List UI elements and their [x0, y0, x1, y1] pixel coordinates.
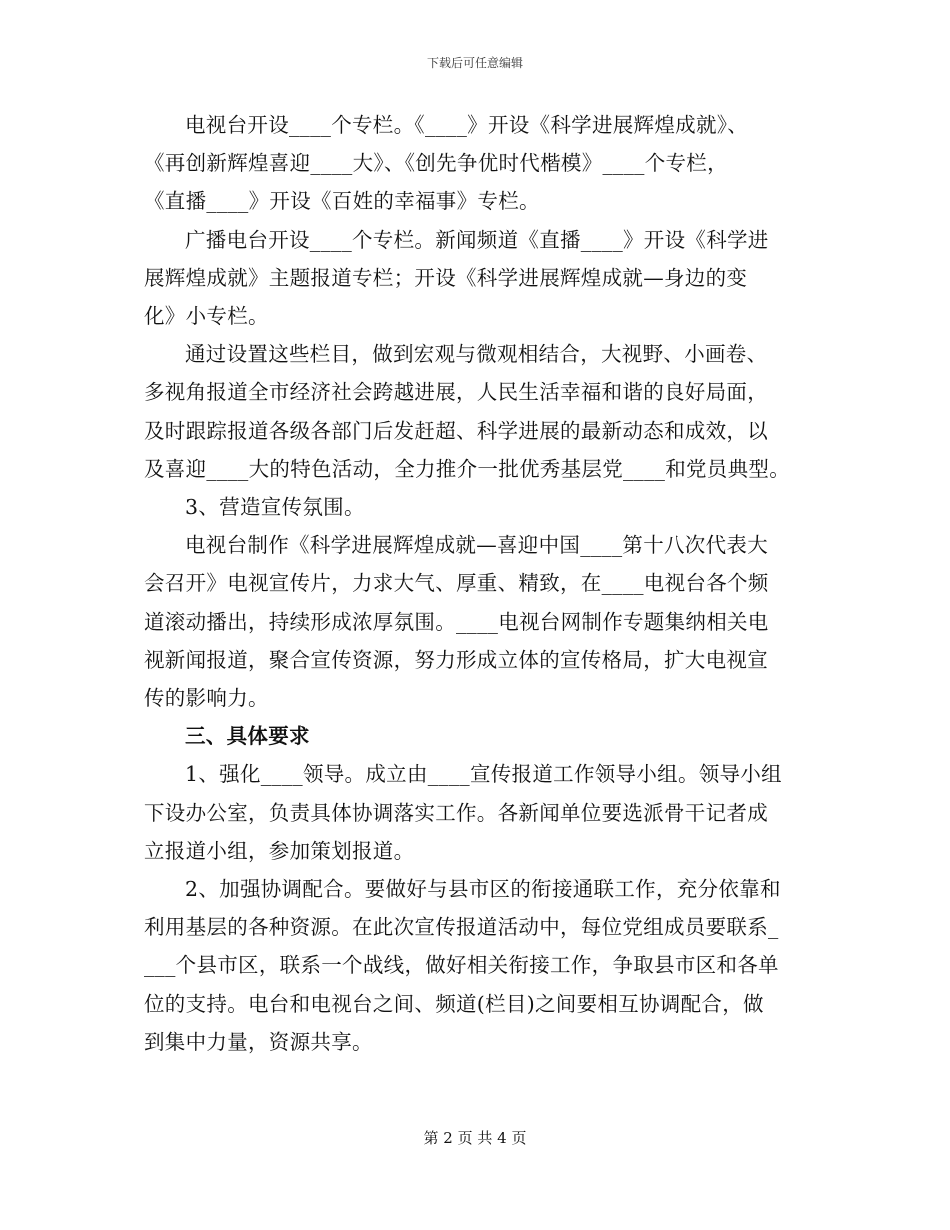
text-line: 及喜迎____大的特色活动，全力推介一批优秀基层党____和党员典型。 [144, 456, 790, 481]
text-line: 下设办公室，负责具体协调落实工作。各新闻单位要选派骨干记者成 [144, 800, 768, 825]
text-line: 视新闻报道，聚合宣传资源，努力形成立体的宣传格局，扩大电视宣 [144, 647, 768, 672]
text-line: 化》小专栏。 [144, 304, 269, 329]
text-line: 利用基层的各种资源。在此次宣传报道活动中，每位党组成员要联系_ [144, 915, 779, 940]
paragraph-radio-columns [144, 221, 806, 336]
text-line: 到集中力量，资源共享。 [144, 1029, 373, 1054]
paragraph-coordination [144, 870, 806, 1061]
page-number-footer: 第 2 页 共 4 页 [423, 1129, 527, 1147]
text-line: 广播电台开设____个专栏。新闻频道《直播____》开设《科学进 [185, 227, 769, 252]
paragraph-leadership [144, 755, 806, 870]
text-line: 会召开》电视宣传片，力求大气、厚重、精致，在____电视台各个频 [144, 571, 769, 596]
text-line: 《直播____》开设《百姓的幸福事》专栏。 [144, 189, 540, 214]
text-line: 传的影响力。 [144, 686, 269, 711]
paragraph-column-purpose [144, 335, 806, 488]
section-heading-requirements [144, 717, 806, 755]
paragraph-promo-film [144, 526, 806, 717]
text-line: 1、强化____领导。成立由____宣传报道工作领导小组。领导小组 [185, 762, 782, 787]
text-line: 及时跟踪报道各级各部门后发赶超、科学进展的最新动态和成效，以 [144, 418, 768, 443]
text-line: 3、营造宣传氛围。 [185, 495, 365, 520]
text-line: 《再创新辉煌喜迎____大》、《创先争优时代楷模》____个专栏， [144, 151, 728, 176]
text-line: ___个县市区，联系一个战线，做好相关衔接工作，争取县市区和各单 [144, 953, 779, 978]
heading-text: 三、具体要求 [185, 724, 310, 749]
text-line: 位的支持。电台和电视台之间、频道(栏目)之间要相互协调配合，做 [144, 991, 764, 1016]
text-line: 立报道小组，参加策划报道。 [144, 838, 415, 863]
page-header-note: 下载后可任意编辑 [426, 56, 523, 70]
subheading-atmosphere [144, 488, 806, 526]
text-line: 多视角报道全市经济社会跨越进展，人民生活幸福和谐的良好局面， [144, 380, 768, 405]
text-line: 展辉煌成就》主题报道专栏；开设《科学进展辉煌成就—身边的变 [144, 265, 748, 290]
paragraph-tv-columns [144, 106, 806, 221]
text-line: 电视台开设____个专栏。《____》开设《科学进展辉煌成就》、 [185, 113, 749, 137]
text-line: 电视台制作《科学进展辉煌成就—喜迎中国____第十八次代表大 [185, 533, 768, 558]
text-line: 通过设置这些栏目，做到宏观与微观相结合，大视野、小画卷、 [185, 342, 768, 367]
document-body [144, 106, 806, 1061]
text-line: 2、加强协调配合。要做好与县市区的衔接通联工作，充分依靠和 [185, 877, 781, 902]
text-line: 道滚动播出，持续形成浓厚氛围。____电视台网制作专题集纳相关电 [144, 609, 769, 634]
